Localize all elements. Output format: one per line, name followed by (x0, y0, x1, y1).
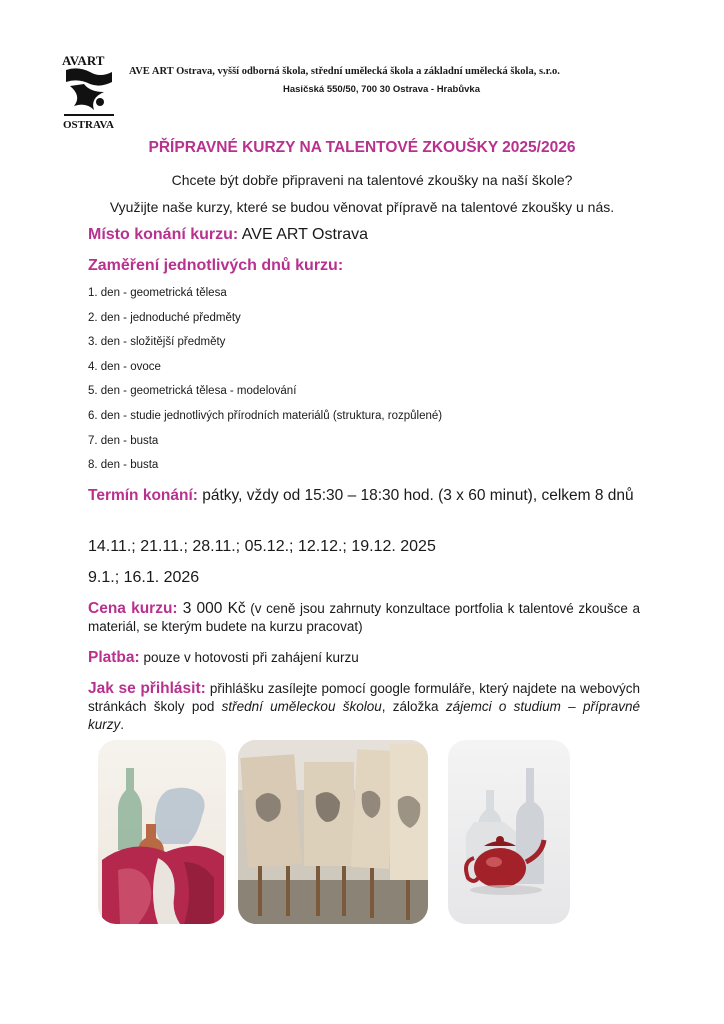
payment-label: Platba: (88, 649, 140, 666)
page-title: PŘÍPRAVNÉ KURZY NA TALENTOVÉ ZKOUŠKY 2025/2026 (148, 139, 576, 156)
signup-link-school: střední uměleckou školou (221, 699, 382, 714)
dates-2026: 9.1.; 16.1. 2026 (88, 569, 200, 586)
day-item: 7. den - busta (88, 435, 159, 447)
signup-text-2: , záložka (381, 699, 446, 714)
signup-label: Jak se přihlásit: (88, 680, 206, 697)
place-label: Místo konání kurzu: (88, 226, 239, 243)
signup-section (88, 680, 640, 734)
signup-text-1: přihlášku zasílejte pomocí google formuláře, který najdete na webových stránkách školy pod (88, 681, 640, 714)
day-item: 1. den - geometrická tělesa (88, 287, 227, 299)
focus-label: Zaměření jednotlivých dnů kurzu: (88, 257, 344, 274)
term-label: Termín konání: (88, 487, 198, 504)
price-section (88, 600, 640, 636)
org-name: AVE ART Ostrava, vyšší odborná škola, střední umělecká škola a základní umělecká škola, s.r.o. (129, 66, 560, 77)
org-address: Hasičská 550/50, 700 30 Ostrava - Hrabůvka (283, 84, 480, 95)
payment-section (88, 649, 640, 667)
day-item: 2. den - jednoduché předměty (88, 312, 241, 324)
still-life-drapery-image (98, 740, 226, 924)
price-note: (v ceně jsou zahrnuty konzultace portfolia k talentové zkoušce a materiál, se kterým budete na kurzu pracovat) (88, 601, 640, 634)
dates-2025: 14.11.; 21.11.; 28.11.; 05.12.; 12.12.; 19.12. 2025 (88, 538, 436, 555)
price-label: Cena kurzu: (88, 600, 178, 617)
term-value: pátky, vždy od 15:30 – 18:30 hod. (3 x 60 minut), celkem 8 dnů (197, 487, 634, 504)
signup-text-3: . (120, 717, 125, 732)
signup-link-courses: zájemci o studium – přípravné kurzy (88, 699, 640, 732)
school-logo (60, 52, 118, 130)
payment-value: pouze v hotovosti při zahájení kurzu (139, 650, 359, 665)
intro-question: Chcete být dobře připraveni na talentové zkoušky na naší škole? (171, 172, 573, 188)
intro-invitation: Využijte naše kurzy, které se budou věnovat přípravě na talentové zkoušky u nás. (109, 199, 615, 215)
place-section (88, 226, 368, 244)
day-item: 8. den - busta (88, 459, 159, 471)
day-item: 4. den - ovoce (88, 361, 161, 373)
still-life-teapot-image (448, 740, 570, 924)
logo-text-avart: AVART (62, 53, 105, 68)
price-amount: 3 000 Kč (177, 600, 246, 617)
day-item: 5. den - geometrická tělesa - modelování (88, 385, 297, 397)
focus-heading (88, 257, 343, 275)
place-value: AVE ART Ostrava (238, 226, 369, 243)
day-item: 3. den - složitější předměty (88, 336, 226, 348)
studio-easels-image (238, 740, 428, 924)
term-section (88, 486, 640, 506)
logo-text-ostrava: OSTRAVA (63, 119, 114, 130)
day-item: 6. den - studie jednotlivých přírodních materiálů (struktura, rozpůlené) (88, 410, 443, 422)
